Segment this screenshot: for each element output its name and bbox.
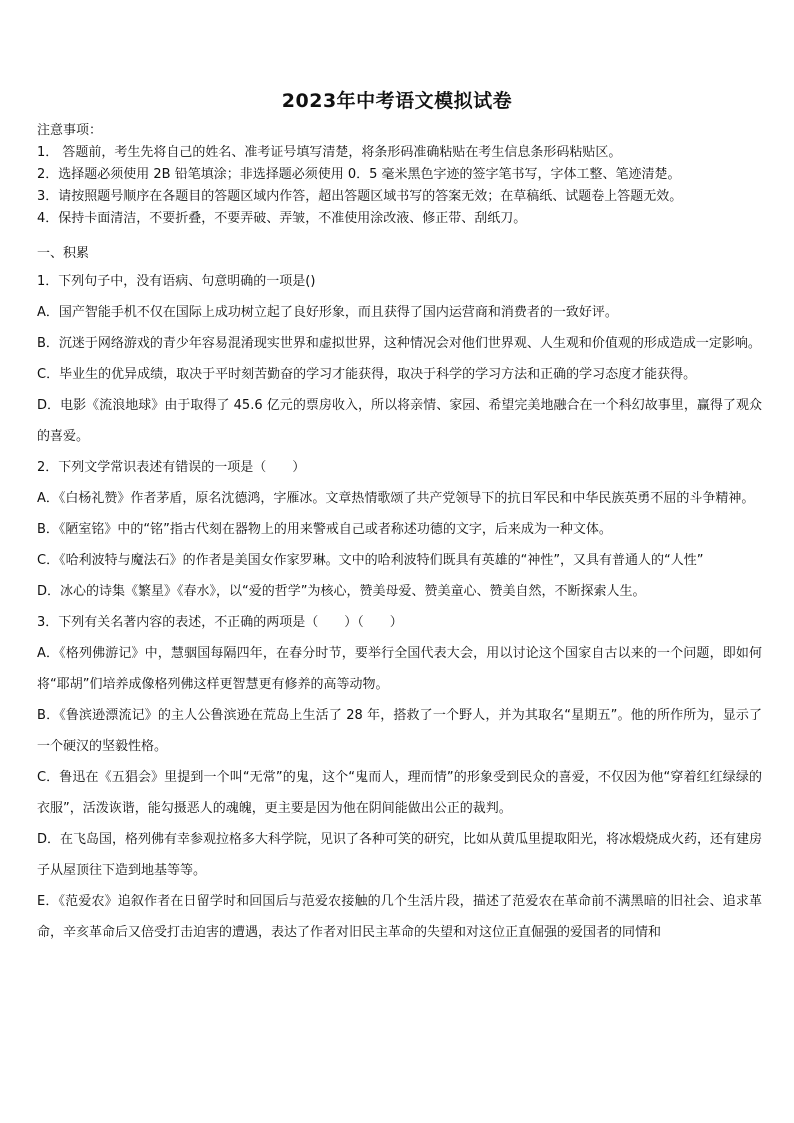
- notice-item: 4．保持卡面清洁，不要折叠，不要弄破、弄皱，不准使用涂改液、修正带、刮纸刀。: [37, 211, 527, 226]
- question-stem: 2．下列文学常识表述有错误的一项是（ ）: [37, 460, 306, 475]
- question-option: C．鲁迅在《五猖会》里提到一个叫“无常”的鬼，这个“鬼而人，理而情”的形象受到民众的喜爱，不仅因为他“穿着红红绿绿的衣服”，活泼诙谐，能勾摄恶人的魂魄，更主要是因为他在阴间能做出公正的裁判。: [37, 770, 762, 816]
- question-stem: 3．下列有关名著内容的表述，不正确的两项是（ ）（ ）: [37, 615, 403, 630]
- question-option: B．《陋室铭》中的“铭”指古代刻在器物上的用来警戒自己或者称述功德的文字，后来成为一种文体。: [37, 522, 612, 537]
- page-title: 2023年中考语文模拟试卷: [281, 90, 513, 112]
- questions-body: [37, 266, 762, 948]
- notice-heading: 注意事项：: [37, 123, 103, 138]
- question-option: C．《哈利波特与魔法石》的作者是美国女作家罗琳。文中的哈利波特们既具有英雄的“神性”，又具有普通人的“人性”: [37, 553, 704, 568]
- question-option: B．沉迷于网络游戏的青少年容易混淆现实世界和虚拟世界，这种情况会对他们世界观、人生观和价值观的形成造成一定影响。: [37, 336, 761, 351]
- notice-item: 3．请按照题号顺序在各题目的答题区域内作答，超出答题区域书写的答案无效；在草稿纸、试题卷上答题无效。: [37, 189, 683, 204]
- notice-block: [37, 120, 762, 230]
- notice-item: 2．选择题必须使用 2B 铅笔填涂；非选择题必须使用 0．5 毫米黑色字迹的签字笔书写，字体工整、笔迹清楚。: [37, 167, 681, 182]
- question-option: D．冰心的诗集《繁星》《春水》，以“爱的哲学”为核心，赞美母爱、赞美童心、赞美自然，不断探索人生。: [37, 584, 646, 599]
- question-option: A．《白杨礼赞》作者茅盾，原名沈德鸿，字雁冰。文章热情歌颂了共产党领导下的抗日军民和中华民族英勇不屈的斗争精神。: [37, 491, 755, 506]
- question-option: A．国产智能手机不仅在国际上成功树立起了良好形象，而且获得了国内运营商和消费者的一致好评。: [37, 305, 618, 320]
- question-option: E．《范爱农》追叙作者在日留学时和回国后与范爱农接触的几个生活片段，描述了范爱农在革命前不满黑暗的旧社会、追求革命，辛亥革命后又倍受打击迫害的遭遇，表达了作者对旧民主革命的失望和对这位正直倔强的爱国者的同情和: [37, 894, 762, 940]
- notice-item: 1． 答题前，考生先将自己的姓名、准考证号填写清楚，将条形码准确粘贴在考生信息条形码粘贴区。: [37, 145, 622, 160]
- question-option: D．在飞岛国，格列佛有幸参观拉格多大科学院，见识了各种可笑的研究，比如从黄瓜里提取阳光，将冰煅烧成火药，还有建房子从屋顶往下造到地基等等。: [37, 832, 763, 878]
- question-option: B．《鲁滨逊漂流记》的主人公鲁滨逊在荒岛上生活了 28 年，搭救了一个野人，并为其取名“星期五”。他的所作所为，显示了一个硬汉的坚毅性格。: [37, 708, 762, 754]
- question-option: D．电影《流浪地球》由于取得了 45.6 亿元的票房收入，所以将亲情、家园、希望完美地融合在一个科幻故事里，赢得了观众的喜爱。: [37, 398, 762, 444]
- section-heading: 一、积累: [37, 246, 90, 261]
- question-option: C．毕业生的优异成绩，取决于平时刻苦勤奋的学习才能获得，取决于科学的学习方法和正确的学习态度才能获得。: [37, 367, 697, 382]
- question-stem: 1．下列句子中，没有语病、句意明确的一项是(): [37, 274, 316, 289]
- question-option: A．《格列佛游记》中，慧骃国每隔四年，在春分时节，要举行全国代表大会，用以讨论这个国家自古以来的一个问题，即如何将“耶胡”们培养成像格列佛这样更智慧更有修养的高等动物。: [37, 646, 762, 692]
